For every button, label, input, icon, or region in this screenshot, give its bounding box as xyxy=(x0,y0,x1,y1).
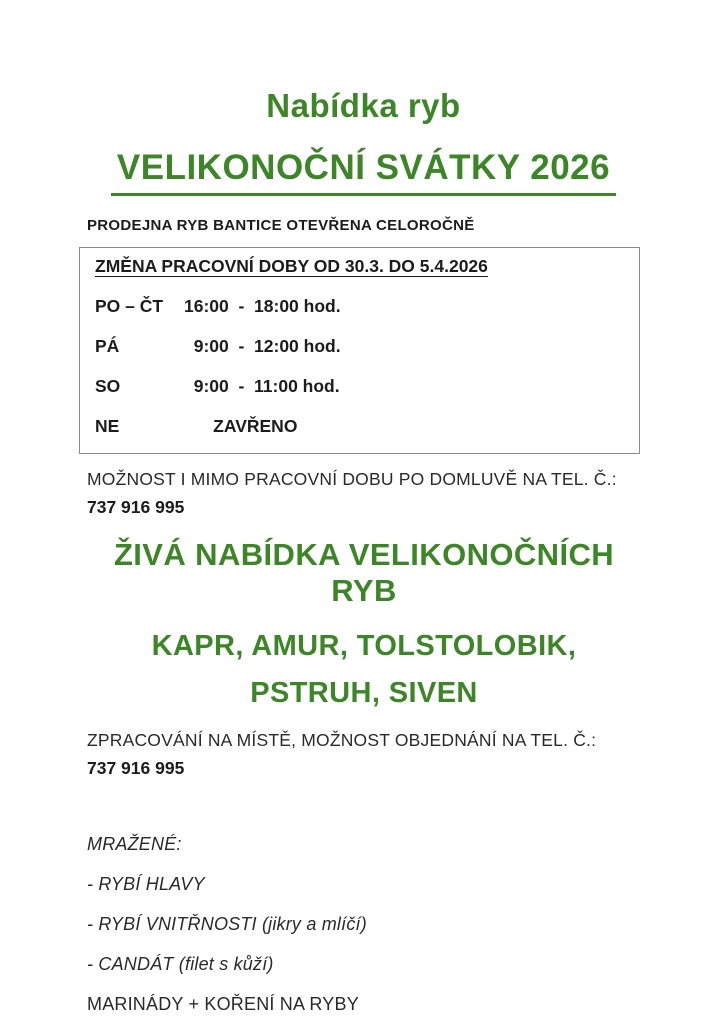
opening-hours-box xyxy=(79,247,640,454)
hours-time: 16:00 - 18:00 hod. xyxy=(184,296,341,317)
frozen-item-fish-innards: - RYBÍ VNITŘNOSTI (jikry a mlíčí) xyxy=(87,914,367,935)
phone-number: 737 916 995 xyxy=(87,758,185,779)
hours-row-sun xyxy=(95,416,629,437)
hours-row-sat xyxy=(95,376,629,397)
page-title: Nabídka ryb xyxy=(266,87,461,124)
live-offer-heading: ŽIVÁ NABÍDKA VELIKONOČNÍCH RYB xyxy=(113,537,615,609)
page-subtitle: VELIKONOČNÍ SVÁTKY 2026 xyxy=(111,148,616,196)
after-hours-note: MOŽNOST I MIMO PRACOVNÍ DOBU PO DOMLUVĚ NA TEL. Č.: xyxy=(87,469,617,490)
hours-day: PÁ xyxy=(95,336,120,357)
hours-day: NE xyxy=(95,416,120,437)
processing-note: ZPRACOVÁNÍ NA MÍSTĚ, MOŽNOST OBJEDNÁNÍ NA TEL. Č.: xyxy=(87,730,597,751)
frozen-item-zander-fillet: - CANDÁT (filet s kůží) xyxy=(87,954,274,975)
hours-day: PO – ČT xyxy=(95,296,164,317)
opening-hours-heading: ZMĚNA PRACOVNÍ DOBY OD 30.3. DO 5.4.2026 xyxy=(95,256,488,277)
species-list-line2: PSTRUH, SIVEN xyxy=(250,677,478,710)
species-list-line1: KAPR, AMUR, TOLSTOLOBIK, xyxy=(151,630,577,663)
hours-time: ZAVŘENO xyxy=(184,416,298,437)
marinades-note: MARINÁDY + KOŘENÍ NA RYBY xyxy=(87,994,359,1015)
page-subtitle-wrap xyxy=(87,148,640,196)
store-open-note: PRODEJNA RYB BANTICE OTEVŘENA CELOROČNĚ xyxy=(87,217,475,235)
hours-row-fri xyxy=(95,336,629,357)
hours-time: 9:00 - 12:00 hod. xyxy=(184,336,341,357)
hours-time: 9:00 - 11:00 hod. xyxy=(184,376,340,397)
phone-number: 737 916 995 xyxy=(87,497,185,518)
frozen-section-heading: MRAŽENÉ: xyxy=(87,834,182,855)
frozen-item-fish-heads: - RYBÍ HLAVY xyxy=(87,874,205,895)
hours-row-mon-thu xyxy=(95,296,629,317)
hours-day: SO xyxy=(95,376,121,397)
